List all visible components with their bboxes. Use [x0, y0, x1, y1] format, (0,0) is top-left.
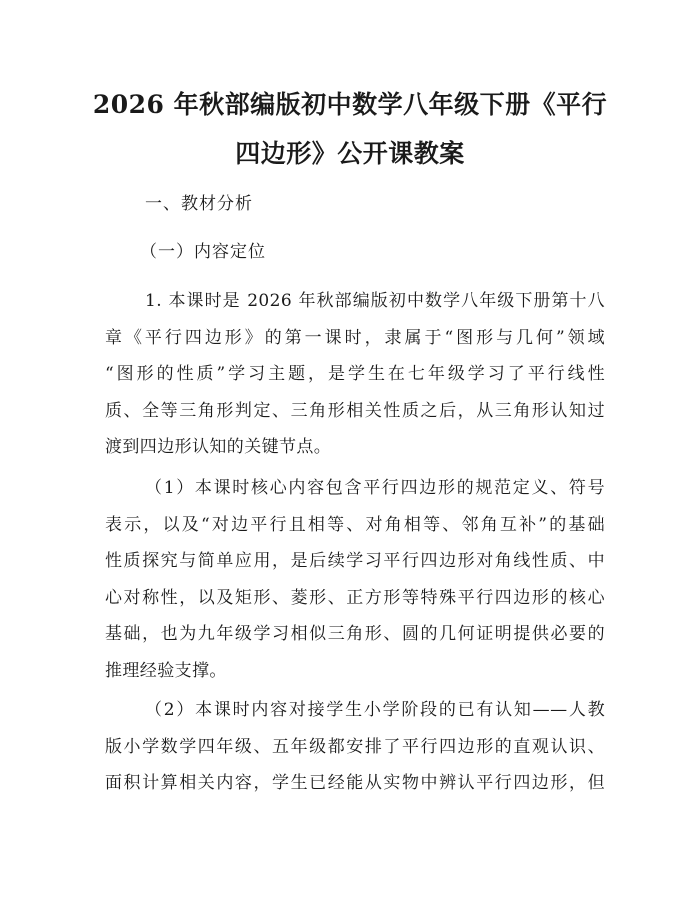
paragraph-line: 面积计算相关内容，学生已经能从实物中辨认平行四边形，但	[105, 773, 605, 793]
paragraph-line: 章《平行四边形》的第一课时，隶属于“图形与几何”领域	[105, 327, 605, 348]
paragraph-1	[105, 283, 605, 466]
paragraph-2	[105, 470, 605, 689]
paragraph-3	[105, 692, 605, 802]
subsection-heading-content-positioning: （一）内容定位	[140, 242, 266, 262]
paragraph-line: 版小学数学四年级、五年级都安排了平行四边形的直观认识、	[105, 736, 605, 757]
title-line-1: 2026 年秋部编版初中数学八年级下册《平行	[92, 90, 608, 119]
paragraph-line: 基础，也为九年级学习相似三角形、圆的几何证明提供必要的	[105, 624, 605, 644]
paragraph-line: 1. 本课时是 2026 年秋部编版初中数学八年级下册第十八	[145, 291, 605, 311]
paragraph-line: 性质探究与简单应用，是后续学习平行四边形对角线性质、中	[105, 551, 605, 571]
title-line-2: 四边形》公开课教案	[235, 139, 465, 168]
paragraph-line: （2）本课时内容对接学生小学阶段的已有认知——人教	[145, 700, 605, 720]
paragraph-line: 质、全等三角形判定、三角形相关性质之后，从三角形认知过	[105, 400, 605, 421]
document-title	[60, 80, 640, 178]
paragraph-line: 渡到四边形认知的关键节点。	[105, 437, 332, 457]
paragraph-line: （1）本课时核心内容包含平行四边形的规范定义、符号	[145, 478, 605, 498]
section-heading-teaching-material-analysis: 一、教材分析	[145, 194, 253, 214]
paragraph-line: 推理经验支撑。	[105, 660, 227, 681]
paragraph-line: 心对称性，以及矩形、菱形、正方形等特殊平行四边形的核心	[105, 587, 605, 608]
paragraph-line: “图形的性质”学习主题，是学生在七年级学习了平行线性	[105, 364, 605, 384]
paragraph-line: 表示，以及“对边平行且相等、对角相等、邻角互补”的基础	[105, 514, 605, 535]
